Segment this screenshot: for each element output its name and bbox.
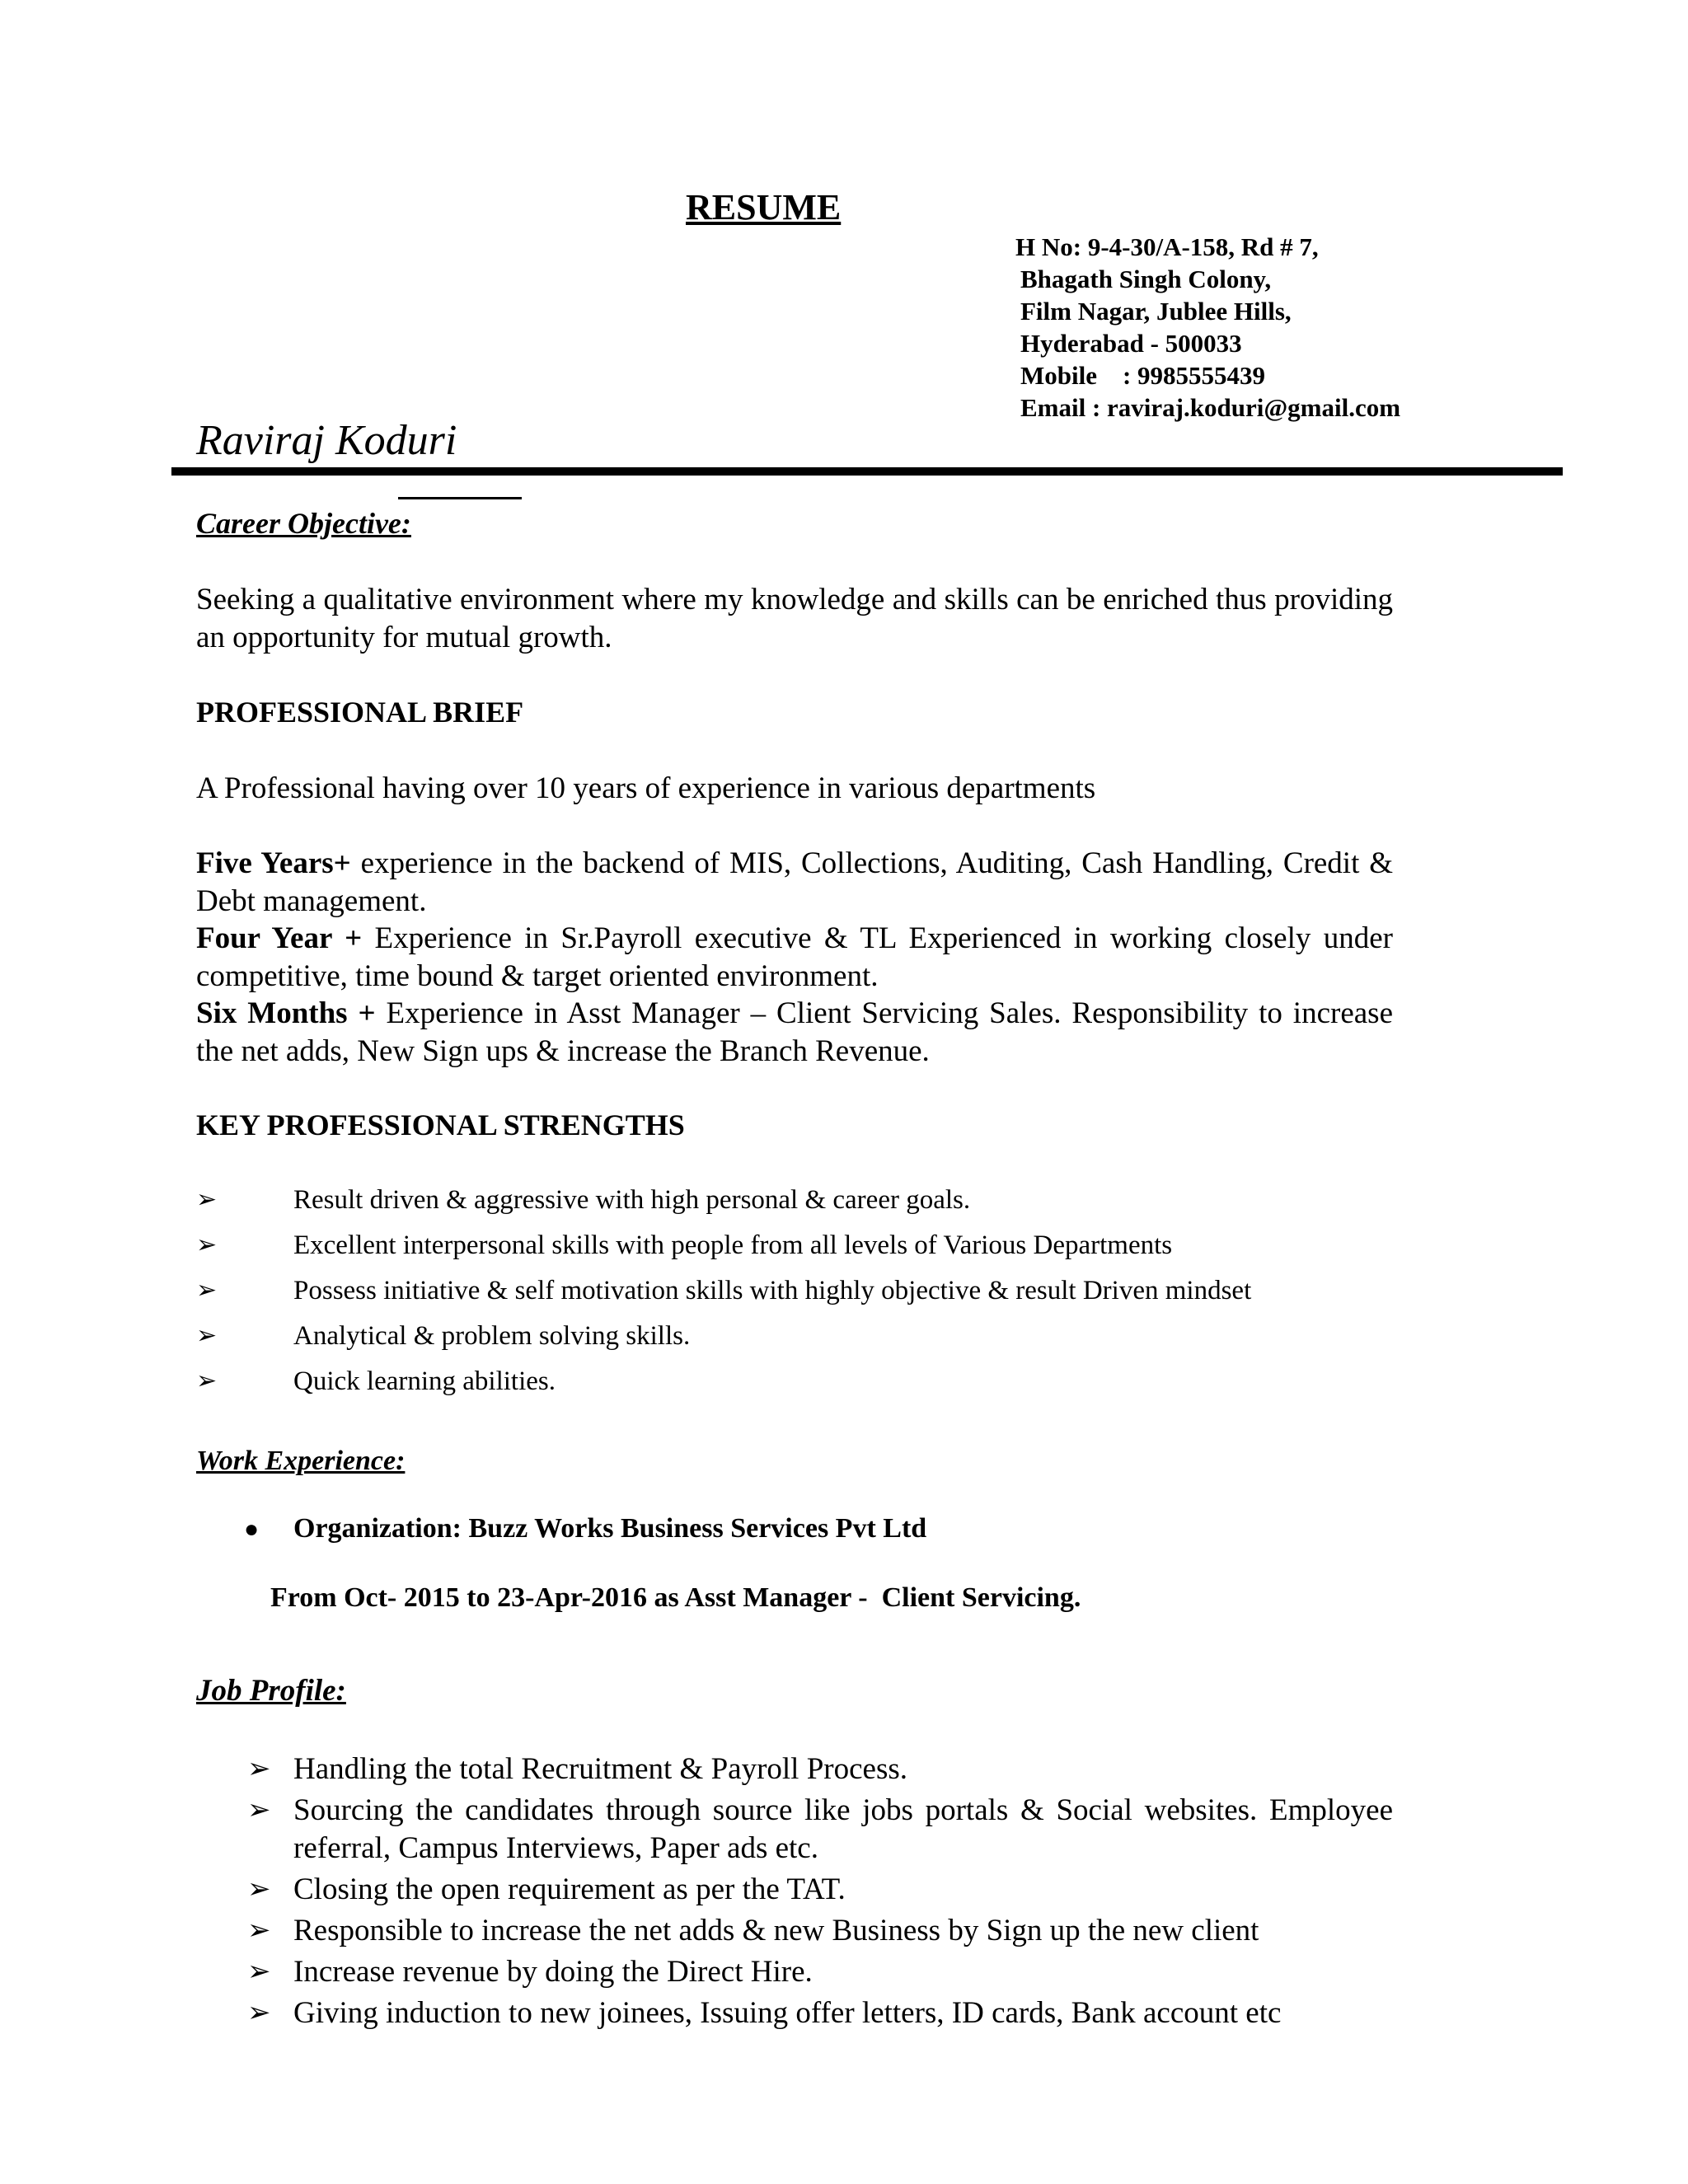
address-line: H No: 9-4-30/A-158, Rd # 7, <box>1015 232 1319 261</box>
brief-item-lead: Six Months + <box>196 996 376 1030</box>
brief-item-text: Experience in Sr.Payroll executive & TL Experienced in working closely under competitive, time bound & target oriented environment. <box>196 921 1393 993</box>
work-experience-heading: Work Experience: <box>196 1446 406 1476</box>
brief-item-lead: Four Year + <box>196 921 363 955</box>
career-objective-text: Seeking a qualitative environment where my knowledge and skills can be enriched thus providing an opportunity for mutual growth. <box>196 583 1393 654</box>
list-item: ➢ Possess initiative & self motivation skills with highly objective & result Driven mindset <box>196 1276 1252 1305</box>
organization-item <box>244 1513 927 1544</box>
strengths-list <box>196 1183 1393 1410</box>
address-line: Hyderabad - 500033 <box>1020 329 1242 358</box>
list-item: ➢ Analytical & problem solving skills. <box>196 1321 691 1351</box>
job-profile-list <box>196 1750 1393 2036</box>
arrow-bullet-icon: ➢ <box>196 1186 218 1213</box>
arrow-bullet-icon: ➢ <box>196 1367 218 1394</box>
list-item: ➢ Sourcing the candidates through source like jobs portals & Social websites. Employee referral, Campus Interviews, Paper ads etc. <box>247 1793 1393 1865</box>
address-line: Film Nagar, Jublee Hills, <box>1020 297 1292 326</box>
list-item: ➢ Giving induction to new joinees, Issuing offer letters, ID cards, Bank account etc <box>196 1994 1393 2032</box>
arrow-bullet-icon: ➢ <box>247 1998 271 2028</box>
list-item: ➢ Quick learning abilities. <box>196 1366 556 1396</box>
list-item: ➢ Responsible to increase the net adds & new Business by Sign up the new client <box>196 1912 1393 1950</box>
brief-item <box>196 845 1393 921</box>
strengths-heading: KEY PROFESSIONAL STRENGTHS <box>196 1108 685 1141</box>
list-item: ➢ Handling the total Recruitment & Payroll Process. <box>196 1750 1393 1788</box>
professional-brief-heading: PROFESSIONAL BRIEF <box>196 696 524 729</box>
address-line: Bhagath Singh Colony, <box>1020 265 1272 293</box>
short-divider <box>398 497 522 499</box>
arrow-bullet-icon: ➢ <box>247 1754 271 1784</box>
arrow-bullet-icon: ➢ <box>247 1795 271 1825</box>
email-line: Email : raviraj.koduri@gmail.com <box>1020 393 1401 422</box>
brief-item-text: Experience in Asst Manager – Client Servicing Sales. Responsibility to increase the net adds, New Sign ups & increase the Branch Revenue. <box>196 996 1393 1068</box>
arrow-bullet-icon: ➢ <box>247 1874 271 1905</box>
arrow-bullet-icon: ➢ <box>247 1957 271 1987</box>
arrow-bullet-icon: ➢ <box>196 1322 218 1349</box>
list-item: ➢ Result driven & aggressive with high personal & career goals. <box>196 1185 971 1215</box>
brief-item-lead: Five Years+ <box>196 846 351 880</box>
dot-bullet-icon: ● <box>244 1516 260 1543</box>
career-objective-heading: Career Objective: <box>196 507 411 540</box>
mobile-line: Mobile : 9985555439 <box>1020 361 1266 390</box>
arrow-bullet-icon: ➢ <box>247 1915 271 1946</box>
header-divider <box>171 467 1563 476</box>
contact-address-block <box>1015 231 1400 424</box>
professional-brief-intro: A Professional having over 10 years of experience in various departments <box>196 771 1096 805</box>
list-item: ➢ Increase revenue by doing the Direct Hire. <box>196 1953 1393 1991</box>
arrow-bullet-icon: ➢ <box>196 1231 218 1258</box>
brief-item <box>196 920 1393 996</box>
job-profile-heading: Job Profile: <box>196 1674 346 1708</box>
resume-title: RESUME <box>686 187 842 227</box>
list-item: ➢ Excellent interpersonal skills with people from all levels of Various Departments <box>196 1230 1173 1260</box>
candidate-name: Raviraj Koduri <box>196 417 457 464</box>
brief-item <box>196 995 1393 1071</box>
arrow-bullet-icon: ➢ <box>196 1277 218 1304</box>
organization-name: Organization: Buzz Works Business Services Pvt Ltd <box>293 1513 927 1544</box>
brief-item-text: experience in the backend of MIS, Collections, Auditing, Cash Handling, Credit & Debt management. <box>196 846 1393 918</box>
employment-period: From Oct- 2015 to 23-Apr-2016 as Asst Manager - Client Servicing. <box>270 1582 1081 1613</box>
list-item: ➢ Closing the open requirement as per the TAT. <box>196 1871 1393 1909</box>
